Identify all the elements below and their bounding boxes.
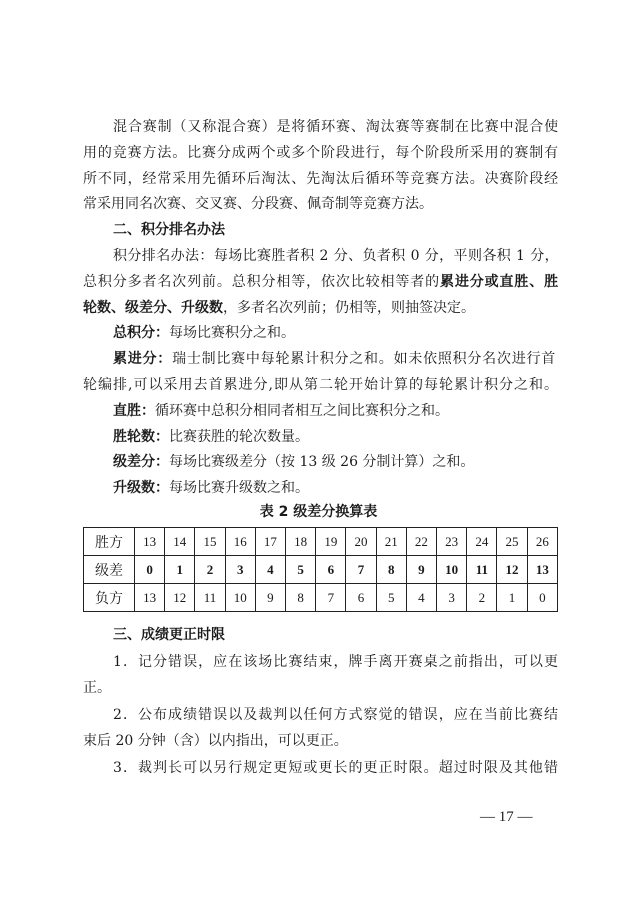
text-segment: 三、成绩更正时限	[113, 627, 225, 643]
table-cell: 13	[135, 584, 165, 612]
line-content	[113, 758, 559, 778]
line-content	[83, 143, 559, 163]
table-cell: 5	[286, 556, 316, 584]
table-cell: 9	[255, 584, 285, 612]
table-cell: 11	[195, 584, 225, 612]
table-cell: 0	[527, 584, 557, 612]
text-segment: 轮编排,可以采用去首累进分,即从第二轮开始计算的每轮累计积分之和。	[83, 377, 559, 393]
text-segment: 每场比赛级差分（按 13 级 26 分制计算）之和。	[169, 454, 475, 470]
row-header: 负方	[84, 584, 135, 612]
table-cell: 11	[467, 556, 497, 584]
line-content	[113, 220, 225, 240]
bold-term: 总积分：	[113, 325, 169, 341]
line-content	[113, 349, 556, 369]
bold-term: 升级数：	[113, 480, 169, 496]
line-content	[113, 705, 559, 725]
text-segment: 2．公布成绩错误以及裁判以任何方式察觉的错误，应在当前比赛结	[113, 707, 559, 723]
text-segment: 积分排名办法：每场比赛胜者积 2 分、负者积 0 分，平则各积 1 分，	[113, 248, 559, 264]
line-content	[113, 452, 474, 472]
line-content	[83, 272, 559, 292]
text-line	[113, 401, 559, 421]
table-cell: 22	[406, 528, 436, 556]
text-segment: ，多者名次列前；仍相等，则抽签决定。	[223, 300, 475, 316]
table-cell: 13	[135, 528, 165, 556]
text-segment: 比赛获胜的轮次数量。	[169, 429, 309, 445]
table-cell: 3	[225, 556, 255, 584]
table-cell: 8	[286, 584, 316, 612]
table-cell: 2	[467, 584, 497, 612]
table-cell: 12	[165, 584, 195, 612]
text-line	[83, 169, 559, 189]
text-segment: 用的竞赛方法。比赛分成两个或多个阶段进行，每个阶段所采用的赛制有	[83, 145, 559, 161]
text-line	[83, 731, 559, 751]
line-content	[113, 323, 295, 343]
text-segment: 混合赛制（又称混合赛）是将循环赛、淘汰赛等赛制在比赛中混合使	[113, 119, 559, 135]
line-content	[113, 478, 309, 498]
table-cell: 7	[346, 556, 376, 584]
text-line	[113, 427, 559, 447]
text-line	[83, 375, 559, 395]
table-cell: 13	[527, 556, 557, 584]
table-cell: 25	[497, 528, 527, 556]
table-cell: 5	[376, 584, 406, 612]
table-cell: 21	[376, 528, 406, 556]
text-segment: 正。	[83, 680, 111, 696]
text-segment: 每场比赛积分之和。	[169, 325, 295, 341]
bold-term: 累进分：	[113, 351, 173, 367]
section-heading	[113, 220, 559, 240]
text-segment: 所不同，经常采用先循环后淘汰、先淘汰后循环等竞赛方法。决赛阶段经	[83, 171, 559, 187]
text-line	[83, 143, 559, 163]
text-line	[113, 705, 559, 725]
text-line	[113, 758, 559, 778]
table-cell: 23	[437, 528, 467, 556]
bold-term: 直胜：	[113, 403, 155, 419]
line-content	[113, 625, 225, 645]
line-content	[83, 169, 559, 189]
row-header: 胜方	[84, 528, 135, 556]
line-content	[83, 298, 475, 318]
bold-term: 累进分或直胜、胜	[440, 274, 559, 290]
table-cell: 3	[437, 584, 467, 612]
table-cell: 15	[195, 528, 225, 556]
table-cell: 12	[497, 556, 527, 584]
table-cell: 0	[135, 556, 165, 584]
table-row	[84, 584, 558, 612]
text-segment: 每场比赛升级数之和。	[169, 480, 309, 496]
line-content	[83, 678, 111, 698]
text-segment: 1．记分错误，应在该场比赛结束，牌手离开赛桌之前指出，可以更	[113, 654, 559, 670]
line-content	[113, 401, 449, 421]
line-content	[113, 246, 559, 266]
text-line	[113, 478, 559, 498]
table-cell: 17	[255, 528, 285, 556]
table-cell: 2	[195, 556, 225, 584]
text-line	[113, 652, 559, 672]
text-segment: 瑞士制比赛中每轮累计积分之和。如未依照积分名次进行首	[172, 351, 557, 367]
text-line	[113, 452, 559, 472]
text-line	[113, 246, 559, 266]
table-cell: 19	[316, 528, 346, 556]
table-cell: 4	[406, 584, 436, 612]
text-segment: 循环赛中总积分相同者相互之间比赛积分之和。	[155, 403, 449, 419]
text-segment: 束后 20 分钟（含）以内指出，可以更正。	[83, 733, 348, 749]
table-caption: 表 2 级差分换算表	[259, 504, 378, 520]
line-content	[113, 117, 559, 137]
text-line	[83, 272, 559, 292]
text-segment: 常采用同名次赛、交叉赛、分段赛、佩奇制等竞赛方法。	[83, 196, 433, 212]
text-line	[83, 194, 559, 214]
table-row	[84, 528, 558, 556]
text-line	[83, 298, 559, 318]
line-content	[83, 731, 348, 751]
line-content	[83, 194, 433, 214]
line-content	[113, 427, 309, 447]
table-cell: 26	[527, 528, 557, 556]
section-heading	[113, 625, 559, 645]
bold-term: 级差分：	[113, 454, 169, 470]
text-segment: 总积分多者名次列前。总积分相等，依次比较相等者的	[83, 274, 440, 290]
table-cell: 8	[376, 556, 406, 584]
table-cell: 10	[437, 556, 467, 584]
grade-difference-table	[83, 527, 558, 612]
text-segment: 3．裁判长可以另行规定更短或更长的更正时限。超过时限及其他错	[113, 760, 559, 776]
text-line	[83, 678, 559, 698]
table-cell: 18	[286, 528, 316, 556]
bold-term: 胜轮数：	[113, 429, 169, 445]
table-cell: 16	[225, 528, 255, 556]
table-cell: 9	[406, 556, 436, 584]
table-cell: 1	[165, 556, 195, 584]
table-row	[84, 556, 558, 584]
table-cell: 6	[316, 556, 346, 584]
text-line	[113, 349, 559, 369]
table-cell: 1	[497, 584, 527, 612]
table-cell: 20	[346, 528, 376, 556]
page-number: — 17 —	[480, 809, 533, 825]
table-cell: 14	[165, 528, 195, 556]
text-segment: 二、积分排名办法	[113, 222, 225, 238]
table-cell: 6	[346, 584, 376, 612]
line-content	[83, 375, 559, 395]
bold-term: 轮数、级差分、升级数	[83, 300, 223, 316]
row-header: 级差	[84, 556, 135, 584]
line-content	[113, 652, 559, 672]
text-line	[113, 117, 559, 137]
table-cell: 7	[316, 584, 346, 612]
text-line	[113, 323, 559, 343]
table-cell: 4	[255, 556, 285, 584]
table-cell: 10	[225, 584, 255, 612]
table-cell: 24	[467, 528, 497, 556]
